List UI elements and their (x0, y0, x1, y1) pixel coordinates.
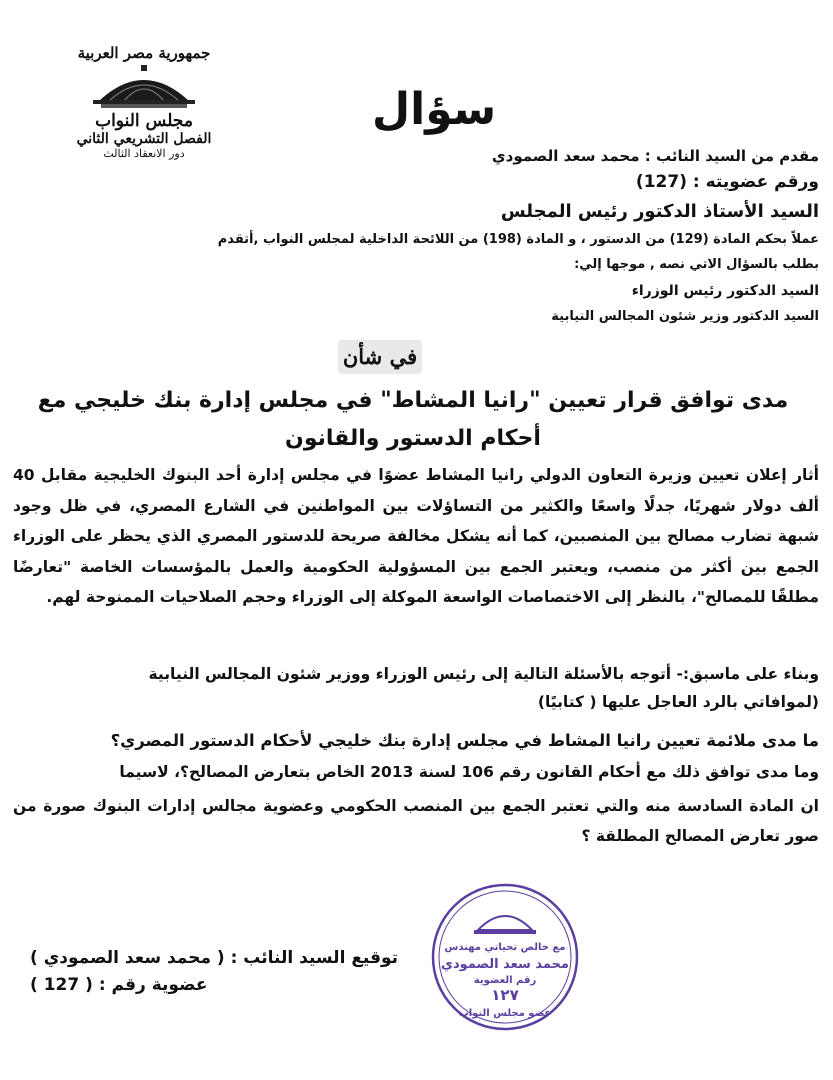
signature-membership-label: عضوية رقم : (98, 975, 208, 995)
official-stamp (430, 882, 580, 1032)
logo-council-text: مجلس النواب (95, 111, 193, 131)
membership-number: ورقم عضويته : (127) (635, 172, 819, 192)
recipient-prime-minister: السيد الدكتور رئيس الوزراء (631, 283, 819, 299)
logo-chapter-text: الفصل التشريعي الثاني (76, 131, 212, 147)
based-on-line-1: وبناء على ماسبق:- أتوجه بالأسئلة التالية إلى رئيس الوزراء ووزير شئون المجالس النيابية (148, 665, 819, 683)
logo-republic-text: جمهورية مصر العربية (77, 44, 211, 62)
question-2-continued: ان المادة السادسة منه والتي تعتبر الجمع بين المنصب الحكومي وعضوية مجالس إدارات البنوك صورة من صور تعارض المصالح المطلقة ؟ (13, 797, 819, 845)
intro-line-1: عملاً بحكم المادة (129) من الدستور ، و المادة (198) من اللائحة الداخلية لمجلس النواب ,أتقدم (217, 232, 819, 247)
body-paragraph: أثار إعلان تعيين وزيرة التعاون الدولي رانيا المشاط عضوًا في مجلس إدارة أحد البنوك الخليجية مقابل 40 ألف دولار شهريًا، جدلًا واسعًا والكثير من التساؤلات بين المواطنين في الشارع المصري، في ظل وجود شبهة تضارب مصالح بين المنصبين، كما أنه يشكل مخالفة صريحة للدستور المصري الذي يحظر على الوزراء الجمع بين أكثر من منصب، ويعتبر الجمع بين المسؤولية الحكومية والعمل بالمؤسسات الخاصة "تعارضًا مطلقًا للمصالح"، بالنظر إلى الاختصاصات الواسعة الموكلة إلى الوزراء وحجم الصلاحيات الممنوحة لهم. (13, 466, 819, 606)
parliament-logo (64, 44, 224, 194)
stamp-line-2: محمد سعد الصمودي (441, 957, 569, 972)
based-on-line-2: (لموافاتي بالرد العاجل عليها ( كتابيًا) (537, 693, 819, 711)
logo-session-text: دور الانعقاد الثالث (103, 147, 185, 160)
stamp-line-3: رقم العضوية (473, 975, 537, 986)
signature-line: توقيع السيد النائب : ( محمد سعد الصمودي ) (30, 948, 399, 968)
signature-membership (30, 975, 207, 995)
parliament-dome-icon (89, 65, 199, 109)
signature-membership-number: ( 127 ) (30, 975, 93, 995)
stamp-line-4: ١٢٧ (491, 986, 519, 1004)
stamp-line-1: مع خالص تحياتي مهندس (444, 942, 566, 953)
intro-line-2: بطلب بالسؤال الاتي نصه , موجها إلي: (574, 257, 819, 272)
page-title: سؤال (372, 84, 497, 135)
fi-shaan-heading: في شأن (338, 340, 422, 374)
stamp-dome-icon (478, 916, 532, 930)
addressee: السيد الأستاذ الدكتور رئيس المجلس (500, 201, 819, 222)
submitted-by: مقدم من السيد النائب : محمد سعد الصمودي (491, 147, 819, 165)
recipient-minister: السيد الدكتور وزير شئون المجالس النيابية (551, 309, 819, 324)
stamp-line-5: عضو مجلس النواب (458, 1008, 552, 1019)
question-2: وما مدى توافق ذلك مع أحكام القانون رقم 106 لسنة 2013 الخاص بتعارض المصالح؟، لاسيما (119, 763, 819, 781)
question-1: ما مدى ملائمة تعيين رانيا المشاط في مجلس إدارة بنك خليجي لأحكام الدستور المصري؟ (110, 731, 819, 750)
subject-heading: مدى توافق قرار تعيين "رانيا المشاط" في مجلس إدارة بنك خليجي مع أحكام الدستور والقانون (37, 388, 789, 451)
